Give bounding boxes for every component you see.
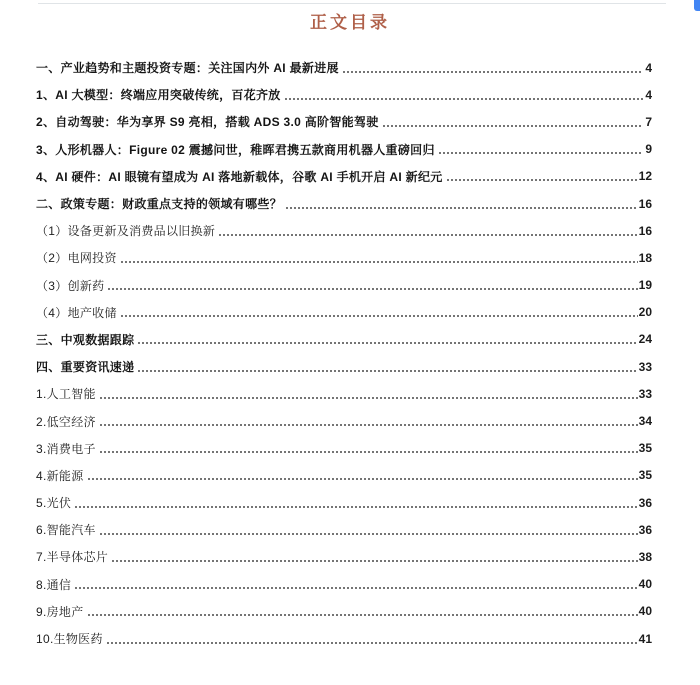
dot-leader [284,97,643,101]
dot-leader [99,532,638,536]
toc-entry-label: 一、产业趋势和主题投资专题：关注国内外 AI 最新进展 [36,61,339,76]
dot-leader [107,287,637,291]
toc-entry-label: 4.新能源 [36,468,84,483]
toc-entry-label: （3）创新药 [36,278,105,293]
dot-leader [137,341,637,345]
toc-entry-page: 24 [638,332,652,347]
dot-leader [285,206,638,210]
toc-entry-page: 12 [638,169,652,184]
dot-leader [99,423,638,427]
toc-entry[interactable] [36,272,652,299]
dot-leader [74,586,637,590]
toc-entry[interactable] [36,598,652,625]
toc-entry-page: 4 [645,87,652,102]
toc-entry[interactable] [36,136,652,163]
toc-entry-label: 8.通信 [36,577,72,592]
dot-leader [99,450,638,454]
toc-entry[interactable] [36,163,652,190]
toc-entry-page: 40 [638,604,652,619]
toc-entry[interactable] [36,217,652,244]
toc-entry-label: 9.房地产 [36,604,84,619]
dot-leader [87,613,638,617]
toc-entry[interactable] [36,190,652,217]
dot-leader [446,178,638,182]
toc-entry[interactable] [36,353,652,380]
toc-entry-page: 4 [645,60,652,75]
toc-entry-page: 9 [645,142,652,157]
toc-entry[interactable] [36,407,652,434]
dot-leader [106,641,638,645]
toc-entry-label: 2、自动驾驶：华为享界 S9 亮相，搭载 ADS 3.0 高阶智能驾驶 [36,115,379,130]
toc-entry-page: 16 [638,223,652,238]
dot-leader [382,124,643,128]
toc-entry[interactable] [36,462,652,489]
toc-entry-page: 7 [645,114,652,129]
dot-leader [74,505,637,509]
toc-entry-page: 40 [638,577,652,592]
dot-leader [438,151,643,155]
top-divider-line [38,3,666,4]
dot-leader [120,260,638,264]
toc-entry[interactable] [36,108,652,135]
toc-entry-label: 3、人形机器人：Figure 02 震撼问世，稚晖君携五款商用机器人重磅回归 [36,142,435,157]
dot-leader [99,396,638,400]
toc-entry[interactable] [36,543,652,570]
toc-entry[interactable] [36,380,652,407]
toc-entry-page: 19 [638,278,652,293]
toc-entry-page: 33 [638,386,652,401]
toc-entry-label: 10.生物医药 [36,632,103,647]
toc-entry-page: 36 [638,495,652,510]
toc-entry[interactable] [36,435,652,462]
toc-entry[interactable] [36,81,652,108]
toc-entry-label: 7.半导体芯片 [36,550,109,565]
toc-entry-label: 三、中观数据跟踪 [36,332,135,347]
toc-title: 正文目录 [310,13,390,32]
dot-leader [342,70,643,74]
toc-entry[interactable] [36,489,652,516]
toc-entry-label: 1.人工智能 [36,387,96,402]
toc-entry-label: 3.消费电子 [36,441,96,456]
toc-entry[interactable] [36,244,652,271]
toc-entry-label: 1、AI 大模型：终端应用突破传统，百花齐放 [36,88,281,103]
toc-entry-label: 6.智能汽车 [36,523,96,538]
toc-entry-label: （4）地产收储 [36,305,117,320]
dot-leader [87,477,638,481]
toc-list [36,54,652,652]
toc-entry-label: （2）电网投资 [36,251,117,266]
toc-entry[interactable] [36,54,652,81]
toc-entry-page: 38 [638,549,652,564]
toc-entry-page: 41 [638,631,652,646]
toc-entry-label: 4、AI 硬件：AI 眼镜有望成为 AI 落地新载体，谷歌 AI 手机开启 AI 新纪元 [36,169,443,184]
toc-entry-label: 二、政策专题：财政重点支持的领域有哪些？ [36,197,283,212]
toc-entry-page: 20 [638,305,652,320]
toc-entry-page: 35 [638,468,652,483]
toc-entry[interactable] [36,299,652,326]
dot-leader [120,314,638,318]
toc-entry-label: 四、重要资讯速递 [36,360,135,375]
dot-leader [111,559,638,563]
dot-leader [137,369,637,373]
toc-entry-label: 2.低空经济 [36,414,96,429]
toc-entry-page: 16 [638,196,652,211]
toc-entry-page: 36 [638,522,652,537]
toc-entry[interactable] [36,326,652,353]
dot-leader [218,233,637,237]
toc-entry-page: 35 [638,441,652,456]
toc-entry[interactable] [36,625,652,652]
toc-entry[interactable] [36,516,652,543]
toc-entry[interactable] [36,571,652,598]
toc-entry-label: 5.光伏 [36,496,72,511]
toc-entry-label: （1）设备更新及消费品以旧换新 [36,224,216,239]
toc-entry-page: 18 [638,250,652,265]
toc-entry-page: 33 [638,359,652,374]
toc-entry-page: 34 [638,414,652,429]
